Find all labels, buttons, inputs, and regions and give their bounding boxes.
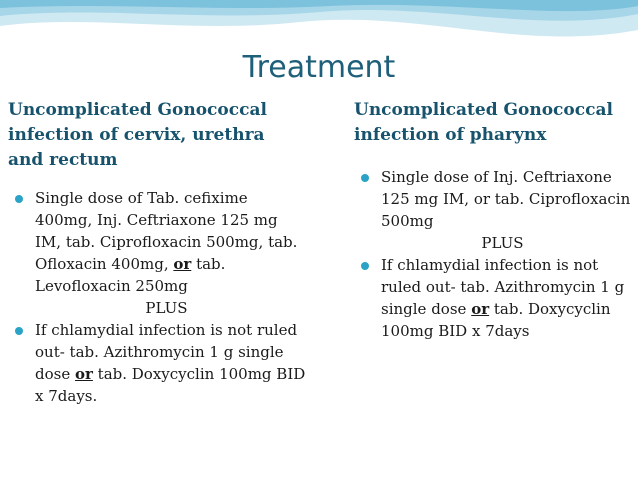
right-column-heading <box>354 98 634 148</box>
list-item <box>8 187 308 319</box>
heading-line: infection of pharynx <box>354 125 547 145</box>
left-column-heading <box>8 98 308 173</box>
bullet-dot-icon <box>15 195 23 203</box>
bullet-text: If chlamydial infection is not ruled out- tab. Azithromycin 1 g single dose <box>381 256 625 318</box>
emphasis-or: or <box>173 255 192 273</box>
bullet-text-tail: tab. Doxycyclin 100mg BID x 7days. <box>35 365 306 405</box>
bullet-dot-icon <box>361 174 369 182</box>
bullet-dot-icon <box>15 327 23 335</box>
left-column <box>8 98 308 407</box>
heading-line: and rectum <box>8 150 118 170</box>
bullet-text-tail: tab. Levofloxacin 250mg <box>35 255 226 295</box>
bullet-dot-icon <box>361 262 369 270</box>
left-bullet-list <box>8 187 308 407</box>
emphasis-or: or <box>74 365 93 383</box>
bullet-text-tail: tab. Doxycyclin 100mg BID x 7days <box>381 300 611 340</box>
right-bullet-list <box>354 166 634 342</box>
emphasis-or: or <box>471 300 490 318</box>
plus-label: PLUS <box>481 234 524 252</box>
heading-line: Uncomplicated Gonococcal <box>354 100 613 120</box>
right-column <box>354 98 634 342</box>
bullet-text: If chlamydial infection is not ruled out- tab. Azithromycin 1 g single dose <box>35 321 298 383</box>
list-item <box>8 319 308 407</box>
bullet-text: Single dose of Inj. Ceftriaxone 125 mg IM, or tab. Ciprofloxacin 500mg <box>381 168 631 230</box>
plus-label: PLUS <box>145 299 188 317</box>
heading-line: Uncomplicated Gonococcal <box>8 100 267 120</box>
list-item <box>354 254 634 342</box>
slide-title: Treatment <box>242 50 396 85</box>
heading-line: infection of cervix, urethra <box>8 125 265 145</box>
list-item <box>354 166 634 254</box>
bullet-text: Single dose of Tab. cefixime 400mg, Inj. Ceftriaxone 125 mg IM, tab. Ciprofloxacin 500mg, tab. Ofloxacin 400mg, <box>35 189 298 273</box>
